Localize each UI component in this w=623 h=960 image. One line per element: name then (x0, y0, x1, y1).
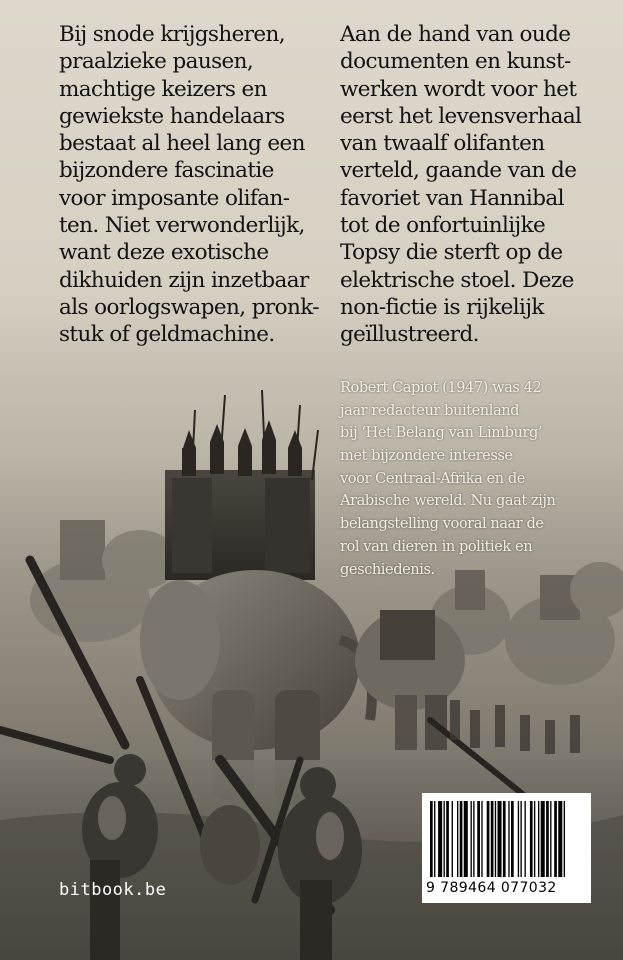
barcode-bar (546, 801, 549, 877)
barcode-bar (541, 801, 545, 877)
barcode-bar (457, 801, 458, 877)
barcode-bar (452, 801, 453, 877)
bio-line: Arabische wereld. Nu gaat zijn (340, 492, 556, 510)
barcode-bar (511, 801, 514, 877)
barcode-bar (481, 801, 482, 877)
bio-line: belangstelling vooral naar de (340, 515, 544, 533)
blurb-line: stuk of geldmachine. (59, 322, 275, 348)
blurb-line: want deze exotische (59, 240, 269, 266)
blurb-line: bijzondere fascinatie (59, 158, 274, 184)
blurb-line: voor imposante olifan- (59, 185, 290, 211)
blurb-line: praalzieke pausen, (59, 49, 254, 75)
blurb-line: ten. Niet verwonderlijk, (59, 213, 305, 239)
blurb-line: Aan de hand van oude (340, 22, 571, 47)
blurb-line: eerst het levensverhaal (340, 103, 582, 129)
blurb-line: dikhuiden zijn inzetbaar (59, 267, 309, 293)
barcode-bar (554, 801, 557, 877)
barcode-bar (438, 801, 442, 877)
barcode-bar (495, 801, 496, 877)
bio-line: bij ‘Het Belang van Limburg’ (340, 424, 543, 442)
barcode-bar (444, 801, 445, 877)
blurb-line: machtige keizers en (59, 76, 267, 102)
barcode-bar (525, 801, 526, 877)
blurb-line: elektrische stoel. Deze (340, 267, 574, 293)
barcode-bar (503, 801, 506, 877)
bio-line: voor Centraal-Afrika en de (340, 469, 525, 487)
blurb-line: non-fictie is rijkelijk (340, 294, 544, 320)
blurb-line: favoriet van Hannibal (340, 185, 564, 211)
barcode-bar (518, 801, 519, 877)
blurb-line: als oorlogswapen, pronk- (59, 294, 319, 320)
barcode-bar (434, 801, 435, 877)
barcode-bar (491, 801, 494, 877)
barcode-bar (487, 801, 490, 877)
barcode-bar (538, 801, 539, 877)
barcode-bar (471, 801, 472, 877)
bio-line: rol van dieren in politiek en (340, 537, 533, 555)
blurb-line: bestaat al heel lang een (59, 131, 305, 157)
blurb-line: gewiekste handelaars (59, 103, 285, 129)
bio-line: Robert Capiot (1947) was 42 (340, 379, 542, 396)
blurb-line: geïllustreerd. (340, 322, 479, 348)
barcode-bar (473, 801, 474, 877)
barcode-bar (460, 801, 463, 877)
author-bio (340, 377, 555, 581)
bio-line: jaar redacteur buitenland (340, 401, 520, 419)
blurb-line: werken wordt voor het (340, 76, 577, 102)
blurb-left-column (59, 21, 319, 349)
barcode-bar (558, 801, 562, 877)
barcode-bar (520, 801, 521, 877)
blurb-right-column (340, 21, 581, 349)
bio-line: met bijzondere interesse (340, 447, 513, 465)
barcode-bar (446, 801, 449, 877)
blurb-line: Bij snode krijgsheren, (59, 22, 286, 47)
barcode-bar (564, 801, 565, 877)
barcode-bar (464, 801, 468, 877)
blurb-line: documenten en kunst- (340, 49, 571, 75)
barcode-bar (498, 801, 502, 877)
barcode-bar (530, 801, 533, 877)
blurb-line: verteld, gaande van de (340, 158, 577, 184)
barcode-bar (430, 801, 433, 877)
isbn-digits: 9 789464 077032 (426, 880, 557, 896)
barcode-bar (534, 801, 535, 877)
barcode-bar (508, 801, 509, 877)
blurb-line: tot de onfortuinlijke (340, 213, 546, 239)
bio-line: geschiedenis. (340, 560, 435, 578)
barcode-bar (477, 801, 480, 877)
publisher-url: bitbook.be (59, 880, 167, 900)
barcode-bar (550, 801, 551, 877)
blurb-line: Topsy die sterft op de (340, 240, 563, 266)
blurb-line: van twaalf olifanten (340, 131, 545, 157)
